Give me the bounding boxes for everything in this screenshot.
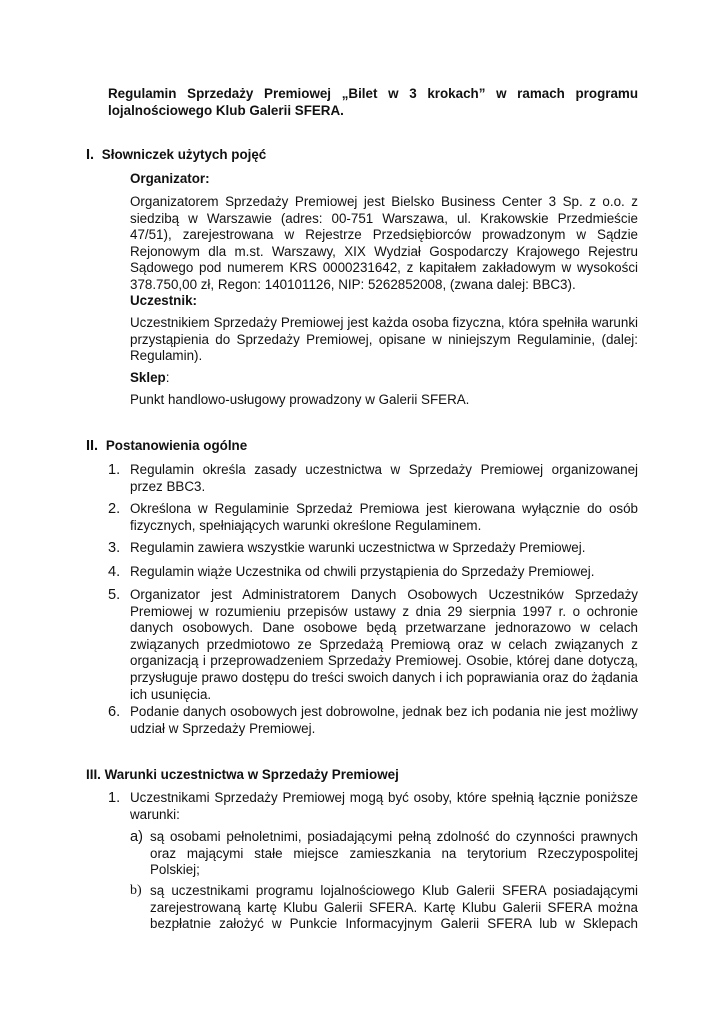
- list-item-number: 4.: [108, 564, 121, 580]
- section-1-title: Słowniczek użytych pojęć: [101, 147, 267, 162]
- sub-list-item-text: są osobami pełnoletnimi, posiadającymi pełną zdolność do czynności prawnych oraz mającymi stałe miejsce zamieszkania na terytorium Rzeczypospolitej Polskiej;: [150, 829, 638, 878]
- list-item-number: 5.: [108, 587, 121, 603]
- sub-list-item-letter: b): [130, 883, 142, 898]
- section-2-heading: [86, 438, 247, 455]
- shop-definition: Punkt handlowo-usługowy prowadzony w Galerii SFERA.: [130, 392, 470, 407]
- list-item-text: Regulamin zawiera wszystkie warunki uczestnictwa w Sprzedaży Premiowej.: [130, 540, 586, 555]
- document-title: Regulamin Sprzedaży Premiowej „Bilet w 3 krokach” w ramach programu lojalnościowego Klub Galerii SFERA.: [108, 86, 638, 118]
- participant-definition: Uczestnikiem Sprzedaży Premiowej jest każda osoba fizyczna, która spełniła warunki przystąpienia do Sprzedaży Premiowej, opisane w niniejszym Regulaminie, (dalej: Regulamin).: [130, 315, 638, 364]
- section-3-heading: III. Warunki uczestnictwa w Sprzedaży Premiowej: [86, 767, 399, 782]
- list-item-text: Regulamin wiąże Uczestnika od chwili przystąpienia do Sprzedaży Premiowej.: [130, 564, 595, 579]
- shop-label-colon: :: [165, 370, 170, 385]
- participant-label: Uczestnik:: [130, 293, 197, 308]
- shop-label-line: [130, 370, 638, 387]
- list-item-number: 1.: [108, 462, 121, 478]
- sub-list-item-text: są uczestnikami programu lojalnościowego Klub Galerii SFERA posiadającymi zarejestrowaną kartę Klubu Galerii SFERA. Kartę Klubu Galerii SFERA można bezpłatnie założyć w Punkcie Informacyjnym Galerii SFERA lub w Sklepach: [150, 883, 638, 932]
- section-1-heading: [86, 147, 266, 164]
- list-item-text: Określona w Regulaminie Sprzedaż Premiowa jest kierowana wyłącznie do osób fizycznych, spełniających warunki określone Regulaminem.: [130, 501, 638, 533]
- list-item-text: Regulamin określa zasady uczestnictwa w Sprzedaży Premiowej organizowanej przez BBC3.: [130, 462, 638, 494]
- section-2-title: Postanowienia ogólne: [105, 438, 248, 453]
- organizer-definition: Organizatorem Sprzedaży Premiowej jest Bielsko Business Center 3 Sp. z o.o. z siedzibą w Warszawie (adres: 00-751 Warszawa, ul. Krakowskie Przedmieście 47/51), zarejestrowana w Rejestrze Przedsiębiorców prowadzonym w Sądzie Rejonowym dla m.st. Warszawy, XIX Wydział Gospodarczy Krajowego Rejestru Sądowego pod numerem KRS 0000231642, z kapitałem zakładowym w wysokości 378.750,00 zł, Regon: 140101126, NIP: 5262852008, (zwana dalej: BBC3).: [130, 194, 638, 292]
- list-item-text: Uczestnikami Sprzedaży Premiowej mogą być osoby, które spełnią łącznie poniższe warunki:: [130, 790, 638, 822]
- list-item-number: 1.: [108, 790, 121, 806]
- section-1-number: I.: [86, 147, 95, 163]
- sub-list-item-letter: a): [130, 829, 143, 845]
- section-2-number: II.: [86, 438, 99, 454]
- list-item-text: Podanie danych osobowych jest dobrowolne, jednak bez ich podania nie jest możliwy udział w Sprzedaży Premiowej.: [130, 704, 638, 736]
- organizer-label: Organizator:: [130, 171, 210, 186]
- shop-label: Sklep: [130, 370, 166, 385]
- list-item-number: 2.: [108, 501, 121, 517]
- list-item-number: 3.: [108, 540, 121, 556]
- list-item-text: Organizator jest Administratorem Danych Osobowych Uczestników Sprzedaży Premiowej w rozumieniu przepisów ustawy z dnia 29 sierpnia 1997 r. o ochronie danych osobowych. Dane osobowe będą przetwarzane jednorazowo w celach związanych przedmiotowo ze Sprzedażą Premiową oraz w celach związanych z organizacją i przeprowadzeniem Sprzedaży Premiowej. Osobie, której dane dotyczą, przysługuje prawo dostępu do treści swoich danych i ich poprawiania oraz do żądania ich usunięcia.: [130, 587, 638, 702]
- list-item-number: 6.: [108, 704, 121, 720]
